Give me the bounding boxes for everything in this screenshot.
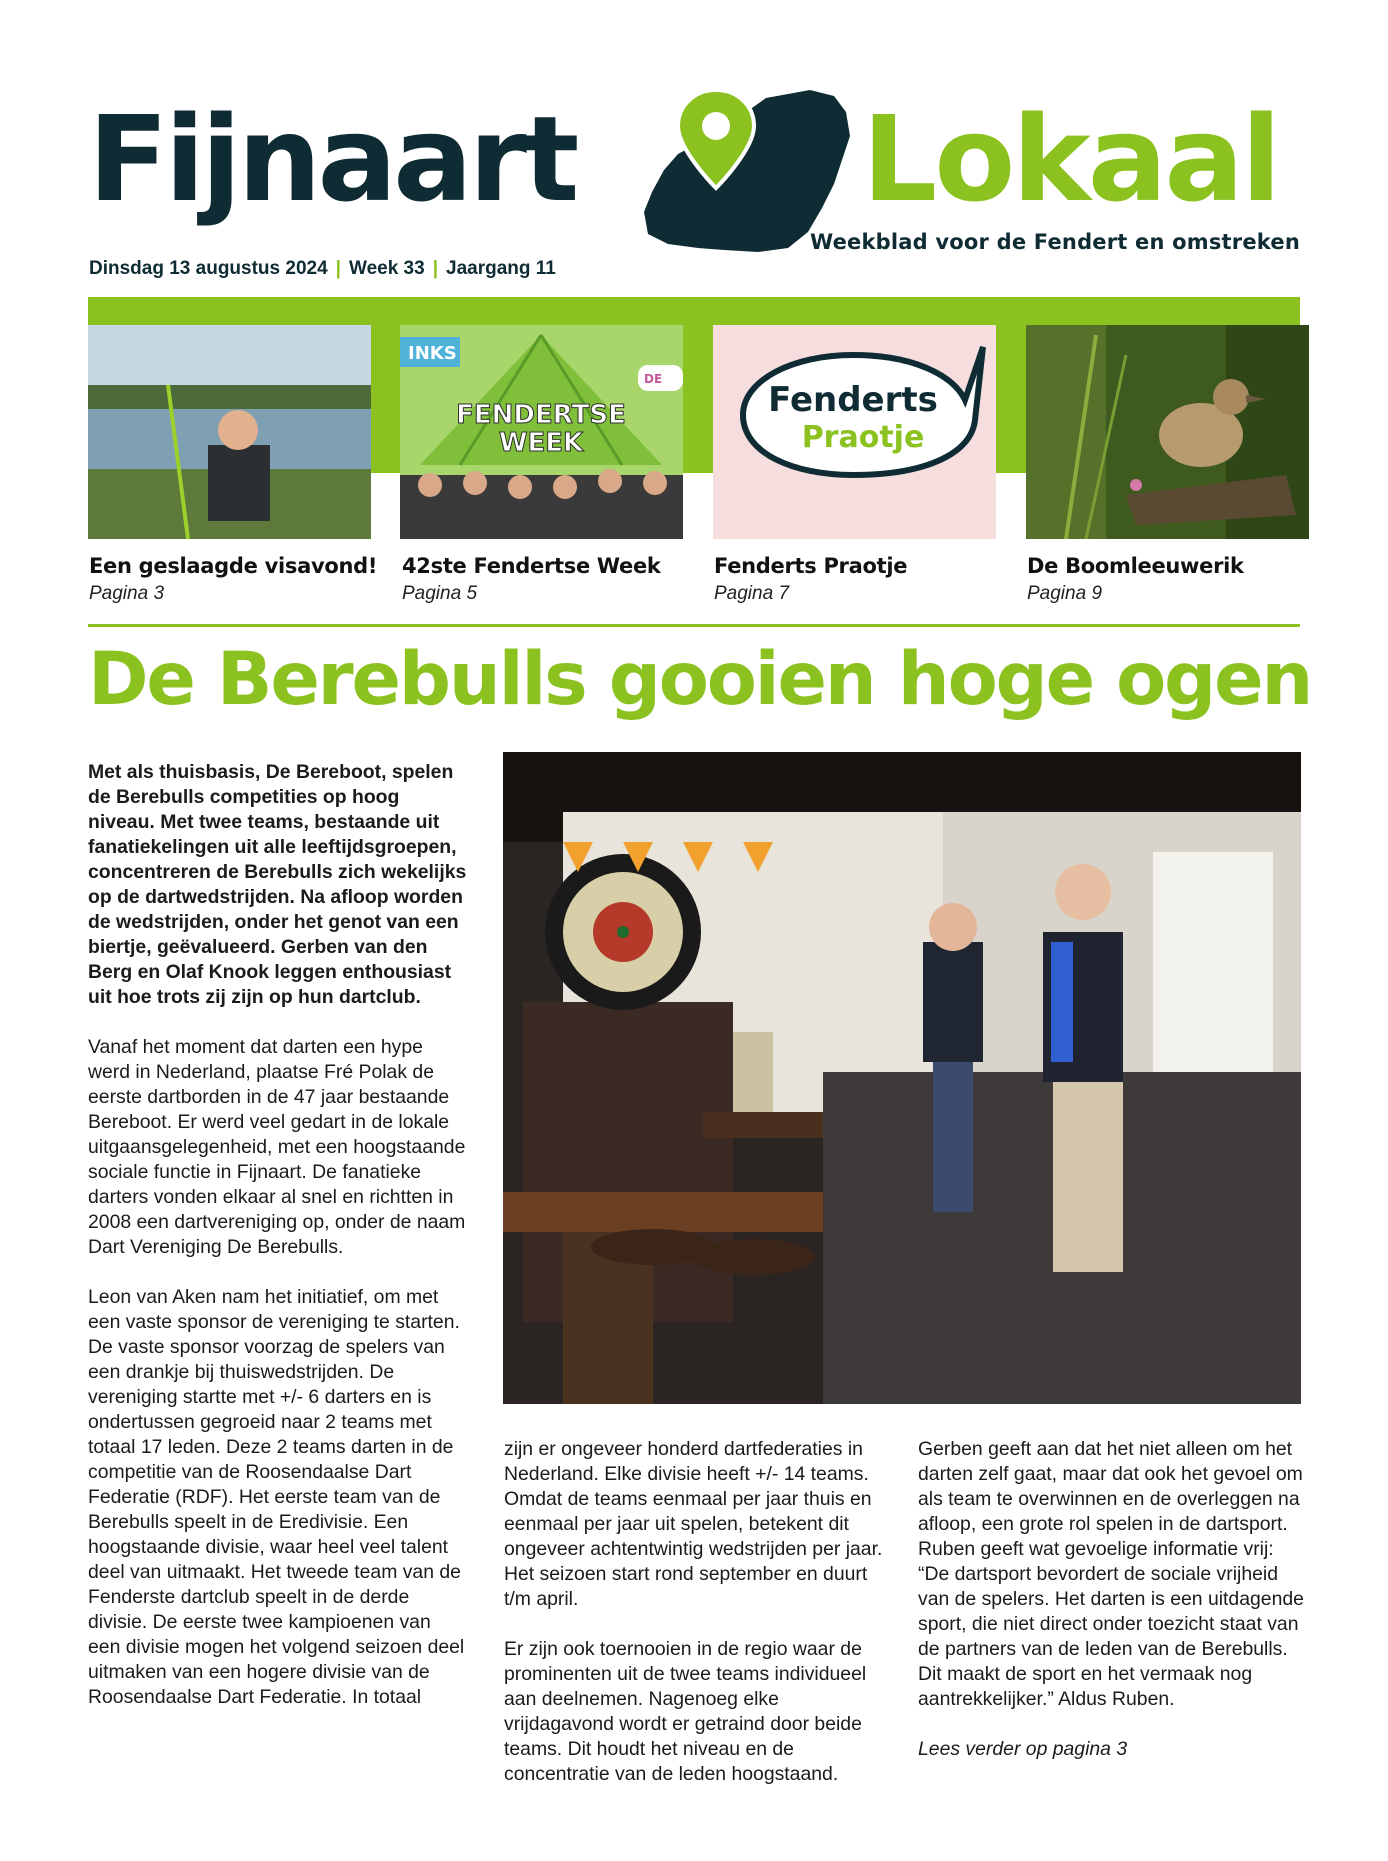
teaser-2-text-top: FENDERTSE [456,400,626,430]
article-column-2 [504,1437,890,1812]
teaser-page-praotje: Pagina 7 [714,583,790,604]
teaser-image-boomleeuwerik[interactable] [1026,325,1309,539]
article-paragraph: Vanaf het moment dat darten een hype werd in Nederland, plaatse Fré Polak de eerste dartborden in de 47 jaar bestaande Bereboot. Er werd veel gedart in de lokale uitgaansgelegenheid, met een hoogstaande sociale functie in Fijnaart. De fanatieke darters vonden elkaar al snel en richtten in 2008 een dartvereniging op, onder de naam Dart Vereniging De Berebulls. [88,1036,466,1258]
article-column-1 [88,760,468,1735]
teaser-image-fendertse-week[interactable] [400,325,683,539]
teaser-2-corner-right: DE [644,372,663,386]
article-lead: Met als thuisbasis, De Bereboot, spelen de Berebulls competities op hoog niveau. Met twee teams, bestaande uit fanatiekelingen uit alle leeftijdsgroepen, concentreren de Berebulls zich wekelijks op de dartwedstrijden. Na afloop worden de wedstrijden, onder het genot van een biertje, geëvalueerd. Gerben van den Berg en Olaf Knook leggen enthousiast uit hoe trots zij zijn op hun dartclub. [88,761,467,1008]
teaser-title-fendertse-week[interactable]: 42ste Fendertse Week [402,554,661,578]
article-paragraph: Gerben geeft aan dat het niet alleen om het darten zelf gaat, maar dat ook het gevoel om als team te overwinnen en de overleggen na afloop, een grote rol spelen in de dartsport. Ruben geeft wat gevoelige informatie vrij: “De dartsport bevordert de sociale vrijheid van de spelers. Het darten is een uitdagende sport, die niet direct onder toezicht staat van de partners van de leden van de Berebulls. Dit maakt de sport en het vermaak nog aantrekkelijker.” Aldus Ruben. [918,1438,1304,1710]
continue-link[interactable]: Lees verder op pagina 3 [918,1738,1128,1760]
teaser-page-fendertse-week: Pagina 5 [402,583,478,604]
masthead-title-left: Fijnaart [88,90,576,228]
teaser-title-boomleeuwerik[interactable]: De Boomleeuwerik [1027,554,1244,578]
article-photo-dart-bar [503,752,1301,1404]
issue-week: Week 33 [348,258,425,279]
article-column-3 [918,1437,1308,1787]
section-divider [88,624,1300,627]
teaser-image-visavond[interactable] [88,325,371,539]
teaser-3-text-top: Fenderts [768,380,938,420]
issue-info: Dinsdag 13 augustus 2024 | Week 33 | Jaargang 11 [89,258,556,279]
teaser-3-text-bottom: Praotje [801,420,925,455]
teaser-title-praotje[interactable]: Fenderts Praotje [714,554,908,578]
article-paragraph: Er zijn ook toernooien in de regio waar de prominenten uit de twee teams individueel aan deelnemen. Nagenoeg elke vrijdagavond wordt er getraind door beide teams. Dit houdt het niveau en de concentratie van de leden hoogstaand. [504,1638,867,1785]
teaser-image-praotje[interactable] [713,325,996,539]
article-paragraph: zijn er ongeveer honderd dartfederaties in Nederland. Elke divisie heeft +/- 14 teams. Omdat de teams eenmaal per jaar thuis en eenmaal per jaar uit spelen, betekent dit ongeveer achtentwintig wedstrijden per jaar. Het seizoen start rond september en duurt t/m april. [504,1438,883,1610]
teaser-2-text-bottom: WEEK [498,428,584,458]
issue-volume: Jaargang 11 [446,258,556,279]
article-paragraph: Leon van Aken nam het initiatief, om met een vaste sponsor de vereniging te starten. De vaste sponsor voorzag de spelers van een drankje bij thuiswedstrijden. De vereniging startte met +/- 6 darters en is ondertussen gegroeid naar 2 teams met totaal 17 leden. Deze 2 teams darten in de competitie van de Roosendaalse Dart Federatie (RDF). Het eerste team van de Berebulls speelt in de Eredivisie. Een hoogstaande divisie, waar heel veel talent deel van uitmaakt. Het tweede team van de Fenderste dartclub speelt in de derde divisie. De eerste twee kampioenen van een divisie mogen het volgend seizoen deel uitmaken van een hogere divisie van de Roosendaalse Dart Federatie. In totaal [88,1286,465,1708]
teaser-page-visavond: Pagina 3 [89,583,165,604]
article-headline: De Berebulls gooien hoge ogen [88,637,1312,722]
masthead-title-right: Lokaal [862,90,1279,228]
teaser-title-visavond[interactable]: Een geslaagde visavond! [89,554,378,578]
issue-date: Dinsdag 13 augustus 2024 [89,258,328,279]
teaser-page-boomleeuwerik: Pagina 9 [1027,583,1103,604]
masthead-tagline: Weekblad voor de Fendert en omstreken [809,230,1300,254]
teaser-2-corner-left: INKS [408,343,457,364]
